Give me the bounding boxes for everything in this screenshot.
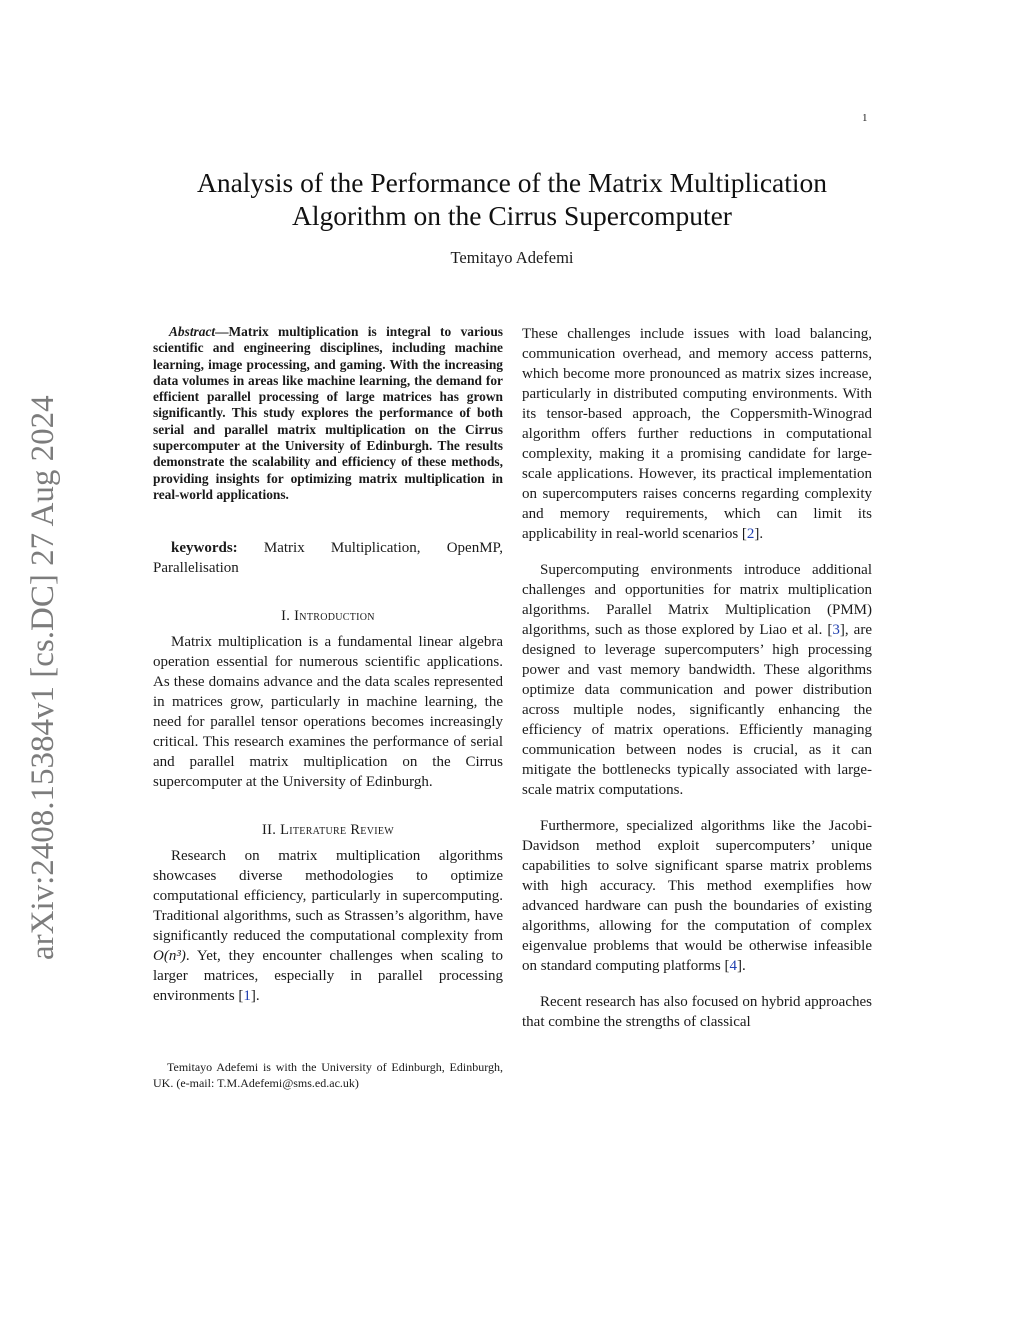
paper-title xyxy=(150,166,874,232)
page-number: 1 xyxy=(862,112,868,124)
paragraph-text: . Yet, they encounter challenges when scaling to larger matrices, especially in parallel processing environments [ xyxy=(153,948,503,1005)
paragraph-text: ], are designed to leverage supercomputers’ high processing power and vast memory bandwidth. These algorithms optimize data communication and power distribution across multiple nodes, significantly enhancing the efficiency of matrix operations. Efficiently managing communication between nodes is crucial, as it can mitigate the bottlenecks typically associated with large-scale matrix computations. xyxy=(522,622,872,798)
body-paragraph xyxy=(522,324,872,544)
paragraph-text: Research on matrix multiplication algorithms showcases diverse methodologies to optimize computational efficiency, particularly in supercomputing. Traditional algorithms, such as Strassen’s algorithm, have significantly reduced the computational complexity from xyxy=(153,848,503,945)
abstract-text: —Matrix multiplication is integral to various scientific and engineering disciplines, including machine learning, image processing, and gaming. With the increasing data volumes in areas like machine learning, the demand for efficient parallel processing of large matrices has grown significantly. This study explores the performance of both serial and parallel matrix multiplication on the Cirrus supercomputer at the University of Edinburgh. The results demonstrate the scalability and efficiency of these methods, providing insights for optimizing matrix multiplication in real-world applications. xyxy=(153,324,503,502)
right-column xyxy=(522,324,872,1048)
keywords-label: keywords: xyxy=(171,540,238,557)
arxiv-identifier[interactable]: arXiv:2408.15384v1 [cs.DC] 27 Aug 2024 xyxy=(25,395,61,960)
section-number: I. xyxy=(281,608,291,625)
math-expression: O(n³) xyxy=(153,948,186,965)
section-heading-introduction xyxy=(153,606,503,626)
author-name: Temitayo Adefemi xyxy=(450,248,574,267)
body-paragraph xyxy=(522,560,872,800)
citation-link[interactable]: 4 xyxy=(729,958,737,974)
title-line-2: Algorithm on the Cirrus Supercomputer xyxy=(292,200,732,231)
paragraph-text: ]. xyxy=(736,958,746,974)
keywords xyxy=(153,538,503,578)
section-heading-literature-review xyxy=(153,820,503,840)
abstract-label: Abstract xyxy=(169,324,216,339)
keywords-text: Matrix Multiplication, OpenMP, Parallelisation xyxy=(153,540,503,577)
citation-link[interactable]: 1 xyxy=(243,988,251,1005)
title-line-1: Analysis of the Performance of the Matrix Multiplication xyxy=(196,167,828,198)
citation-link[interactable]: 2 xyxy=(746,526,755,542)
paragraph-text: ]. xyxy=(754,526,764,542)
paragraph-text: These challenges include issues with load balancing, communication overhead, and memory access patterns, which become more pronounced as matrix sizes increase, particularly in distributed computing environments. With its tensor-based approach, the Coppersmith-Winograd algorithm offers further reductions in computational complexity, making it a promising candidate for large-scale applications. However, its practical implementation on supercomputers raises concerns regarding complexity and memory requirements, which can limit its applicability in real-world scenarios [ xyxy=(522,326,872,542)
body-paragraph xyxy=(522,992,872,1032)
section-title: Literature Review xyxy=(280,822,395,839)
citation-link[interactable]: 3 xyxy=(832,622,840,638)
paragraph-text: Furthermore, specialized algorithms like the Jacobi-Davidson method exploit supercomputers’ unique capabilities to solve significant sparse matrix problems with high accuracy. This method exemplifies how advanced hardware can push the boundaries of existing algorithms, allowing for the computation of complex eigenvalue problems that would be otherwise infeasible on standard computing platforms [ xyxy=(522,818,872,974)
literature-review-paragraph xyxy=(153,846,503,1006)
left-column xyxy=(153,324,503,1006)
introduction-paragraph: Matrix multiplication is a fundamental linear algebra operation essential for numerous scientific applications. As these domains advance and the data scales represented in matrices grow, particularly in machine learning, the need for parallel tensor operations becomes increasingly critical. This research examines the performance of serial and parallel matrix multiplication on the Cirrus supercomputer at the University of Edinburgh. xyxy=(153,634,503,791)
paragraph-text: Supercomputing environments introduce additional challenges and opportunities for matrix multiplication algorithms. Parallel Matrix Multiplication (PMM) algorithms, such as those explored by Liao et al. [ xyxy=(522,562,872,638)
paragraph-text: ]. xyxy=(250,988,260,1005)
author-footnote: Temitayo Adefemi is with the University of Edinburgh, Edinburgh, UK. (e-mail: T.M.Adefemi@sms.ed.ac.uk) xyxy=(153,1060,503,1090)
paragraph-text: Recent research has also focused on hybrid approaches that combine the strengths of classical xyxy=(522,994,872,1030)
section-title: Introduction xyxy=(294,608,375,625)
body-paragraph xyxy=(522,816,872,976)
section-number: II. xyxy=(261,822,277,839)
abstract xyxy=(153,324,503,503)
